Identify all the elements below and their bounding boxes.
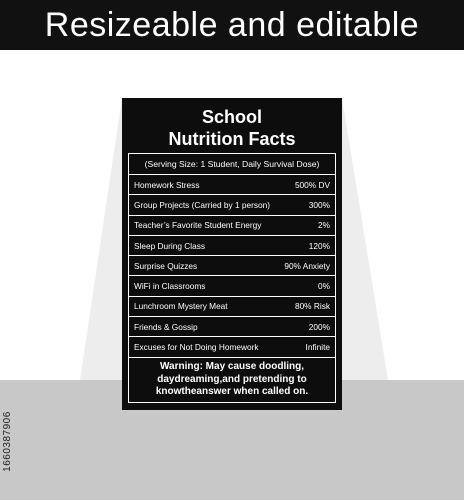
fact-row (129, 256, 335, 276)
fact-row (129, 216, 335, 236)
fact-row (129, 276, 335, 296)
nutrition-label-sign (122, 98, 342, 410)
fact-value: 90% Anxiety (284, 260, 330, 271)
facts-table (128, 153, 336, 403)
label-title-line-1: School (201, 107, 262, 127)
warning-line-1: Warning: May cause doodling, (159, 361, 305, 372)
fact-name: Homework Stress (134, 179, 200, 190)
fact-value: 80% Risk (294, 301, 330, 312)
fact-value: Infinite (305, 342, 330, 353)
fact-name: Surprise Quizzes (134, 260, 198, 271)
fact-row (129, 297, 335, 317)
warning-line-2: daydreaming,and pretending to (157, 373, 307, 385)
fact-value: 200% (308, 321, 330, 332)
fact-name: Lunchroom Mystery Meat (134, 301, 228, 312)
fact-row (129, 337, 335, 357)
fact-name: Group Projects (Carried by 1 person) (134, 199, 271, 210)
fact-name: Teacher’s Favorite Student Energy (134, 220, 262, 231)
fact-name: WiFi in Classrooms (134, 281, 206, 292)
facts-rows (129, 175, 335, 358)
fact-row (129, 317, 335, 337)
fact-value: 500% DV (294, 179, 330, 190)
header-banner (0, 0, 464, 50)
warning-line-3: knowtheanswer when called on. (155, 386, 309, 397)
stock-id-text: 1660387906 (1, 411, 13, 472)
fact-value: 120% (308, 240, 330, 251)
label-title (122, 106, 342, 150)
fact-name: Friends & Gossip (134, 321, 198, 332)
fact-value: 300% (308, 199, 330, 210)
fact-row (129, 236, 335, 256)
warning-text (129, 361, 335, 399)
fact-name: Excuses for Not Doing Homework (134, 342, 259, 353)
fact-name: Sleep During Class (134, 240, 206, 251)
banner-title: Resizeable and editable (44, 5, 420, 44)
fact-value: 2% (318, 220, 330, 231)
serving-size: (Serving Size: 1 Student, Daily Survival Dose) (129, 154, 335, 175)
fact-value: 0% (318, 281, 330, 292)
fact-row (129, 175, 335, 195)
fact-row (129, 195, 335, 215)
stock-id-stripe (0, 383, 14, 500)
label-title-line-2: Nutrition Facts (168, 129, 296, 149)
